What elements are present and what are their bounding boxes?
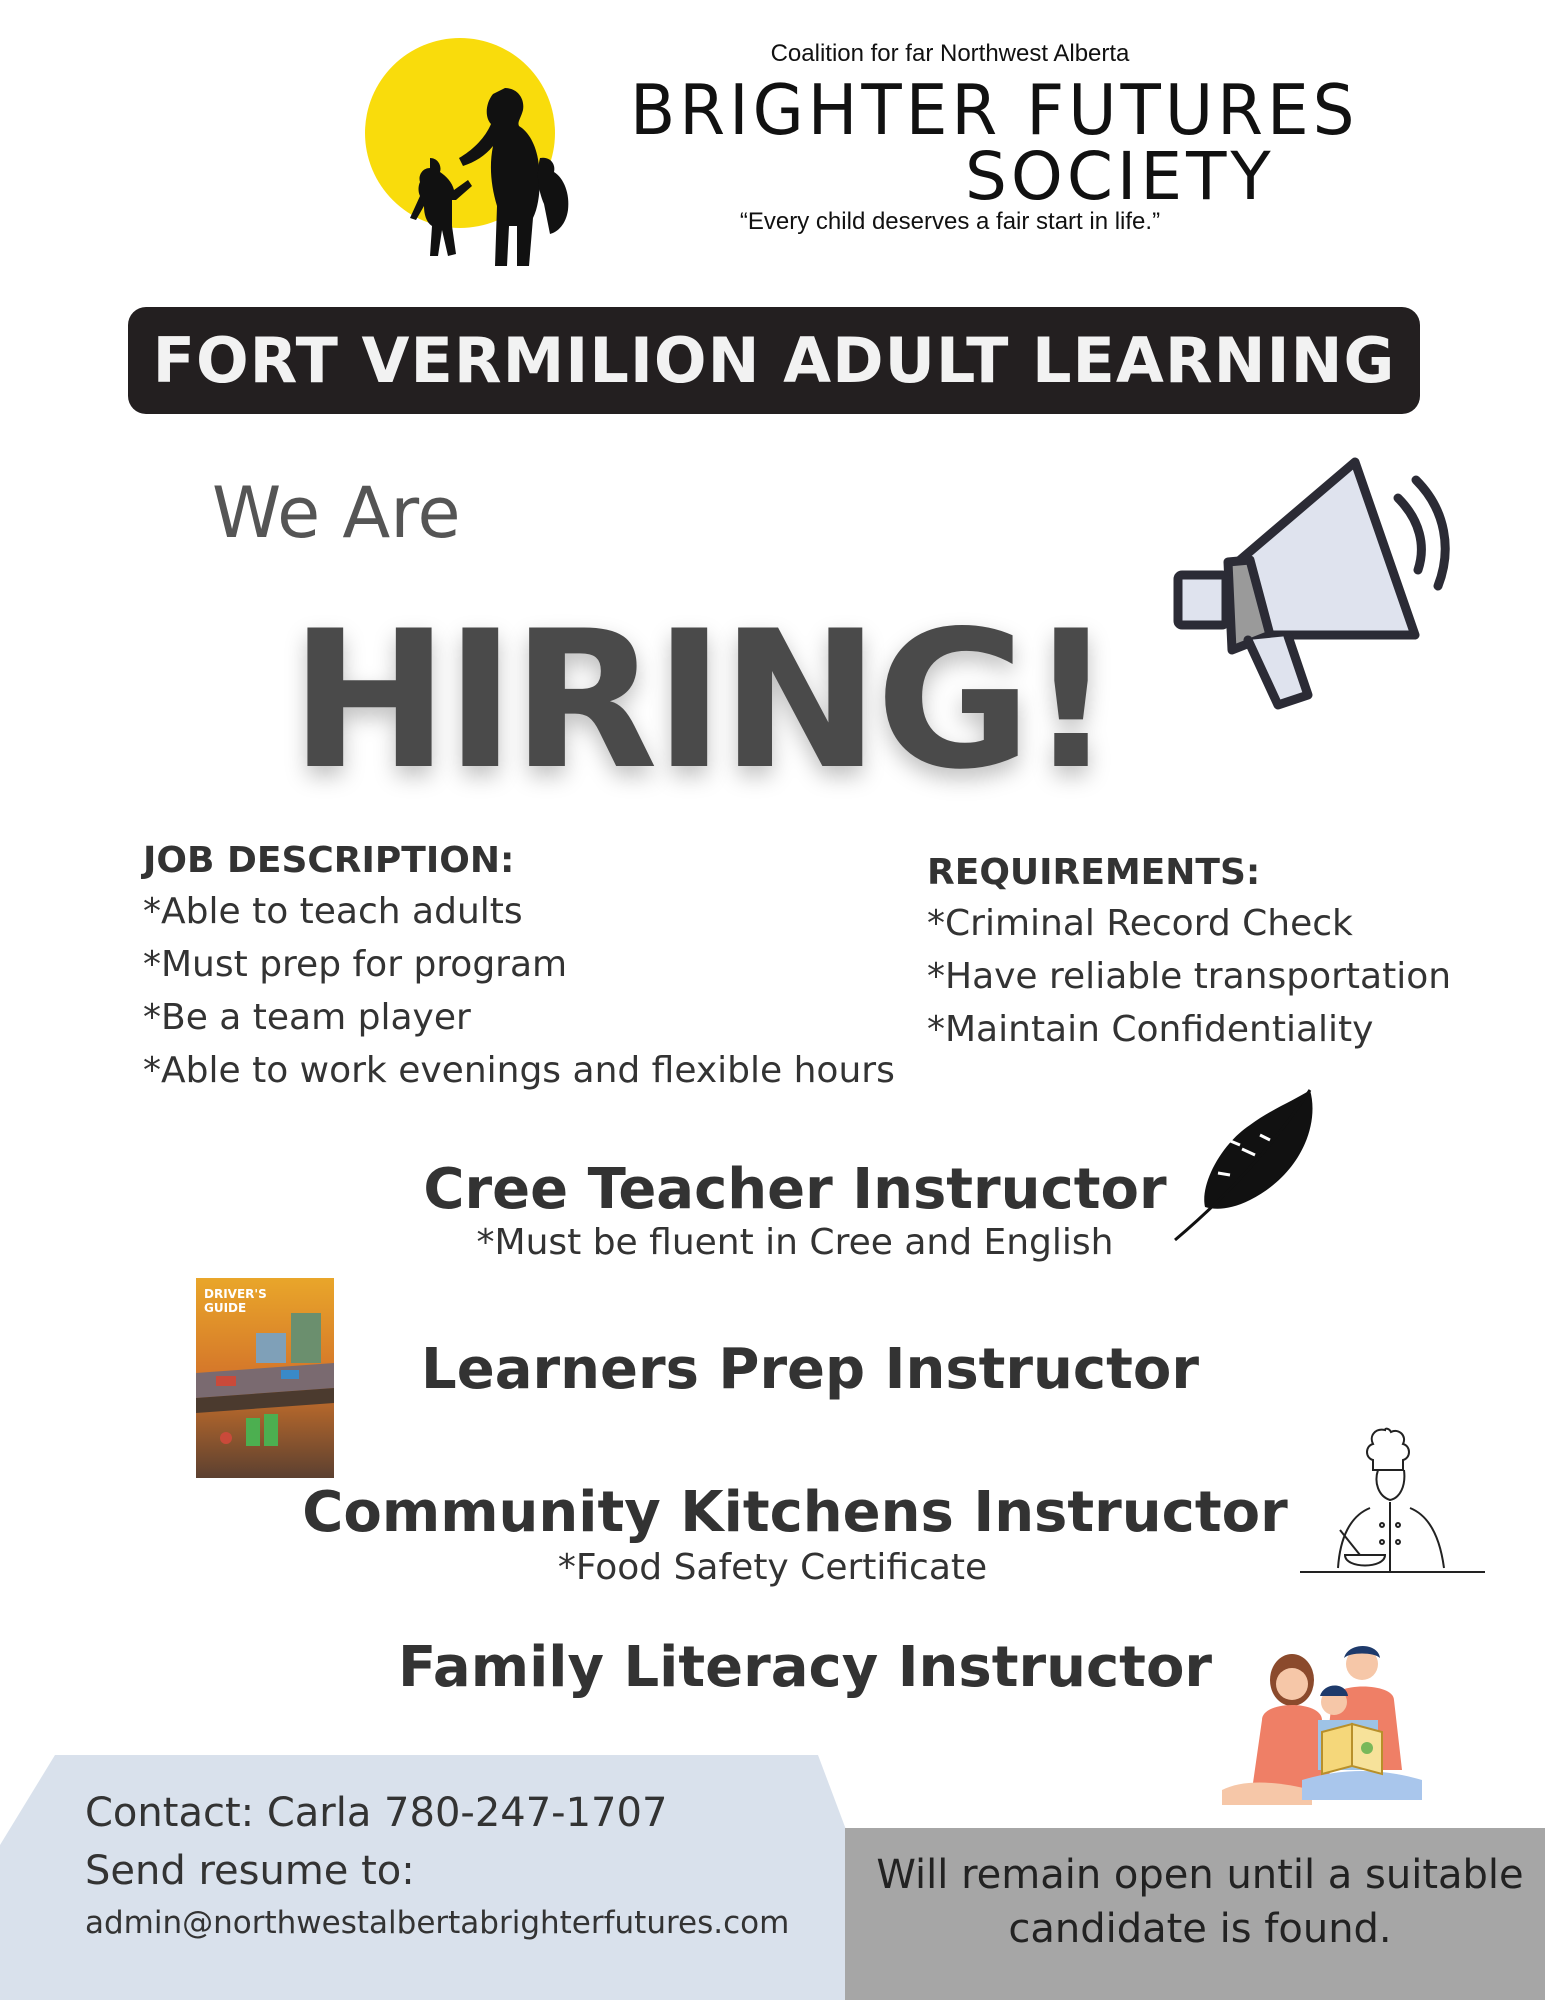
job-description-item: *Able to work evenings and flexible hours — [143, 1050, 895, 1091]
position-note: *Food Safety Certificate — [557, 1547, 988, 1588]
banner-title: FORT VERMILION ADULT LEARNING — [152, 324, 1396, 397]
brighter-futures-logo-graphic — [330, 38, 610, 278]
requirement-item: *Criminal Record Check — [927, 903, 1353, 944]
requirement-item: *Maintain Confidentiality — [927, 1009, 1374, 1050]
chef-icon — [1300, 1420, 1485, 1580]
we-are-heading: We Are — [212, 472, 461, 554]
title-banner — [128, 307, 1420, 414]
family-reading-illustration — [1222, 1640, 1427, 1810]
megaphone-icon — [1170, 450, 1460, 720]
job-description-section — [143, 840, 943, 1097]
job-description-item: *Be a team player — [143, 997, 471, 1038]
position-note: *Must be fluent in Cree and English — [476, 1222, 1114, 1263]
send-resume-label: Send resume to: — [85, 1848, 415, 1894]
position-title: Cree Teacher Instructor — [423, 1157, 1167, 1222]
requirement-item: *Have reliable transportation — [927, 956, 1452, 997]
email-link[interactable]: admin@northwestalbertabrighterfutures.com — [85, 1905, 790, 1941]
org-tagline: “Every child deserves a fair start in life.” — [739, 208, 1161, 235]
org-name-line1: BRIGHTER FUTURES — [630, 70, 1359, 151]
feather-icon — [1170, 1085, 1320, 1245]
job-description-heading: JOB DESCRIPTION: — [143, 840, 515, 881]
drivers-guide-line1: DRIVER'S — [204, 1287, 267, 1301]
requirements-heading: REQUIREMENTS: — [927, 852, 1261, 893]
open-note-line2: candidate is found. — [1008, 1906, 1392, 1952]
drivers-guide-line2: GUIDE — [204, 1301, 247, 1315]
coalition-label: Coalition for far Northwest Alberta — [770, 40, 1130, 67]
position-title: Family Literacy Instructor — [397, 1635, 1213, 1700]
job-description-item: *Must prep for program — [143, 944, 568, 985]
job-description-item: *Able to teach adults — [143, 891, 523, 932]
contact-line: Contact: Carla 780-247-1707 — [85, 1790, 668, 1836]
hiring-heading: HIRING! — [290, 590, 1111, 811]
drivers-guide-book — [196, 1278, 334, 1478]
org-name-line2: SOCIETY — [965, 138, 1275, 215]
position-title: Learners Prep Instructor — [421, 1337, 1199, 1402]
requirements-section — [927, 852, 1527, 1056]
open-note-line1: Will remain open until a suitable — [876, 1852, 1524, 1898]
position-title: Community Kitchens Instructor — [302, 1480, 1288, 1545]
open-until-filled-note — [860, 1848, 1540, 1956]
